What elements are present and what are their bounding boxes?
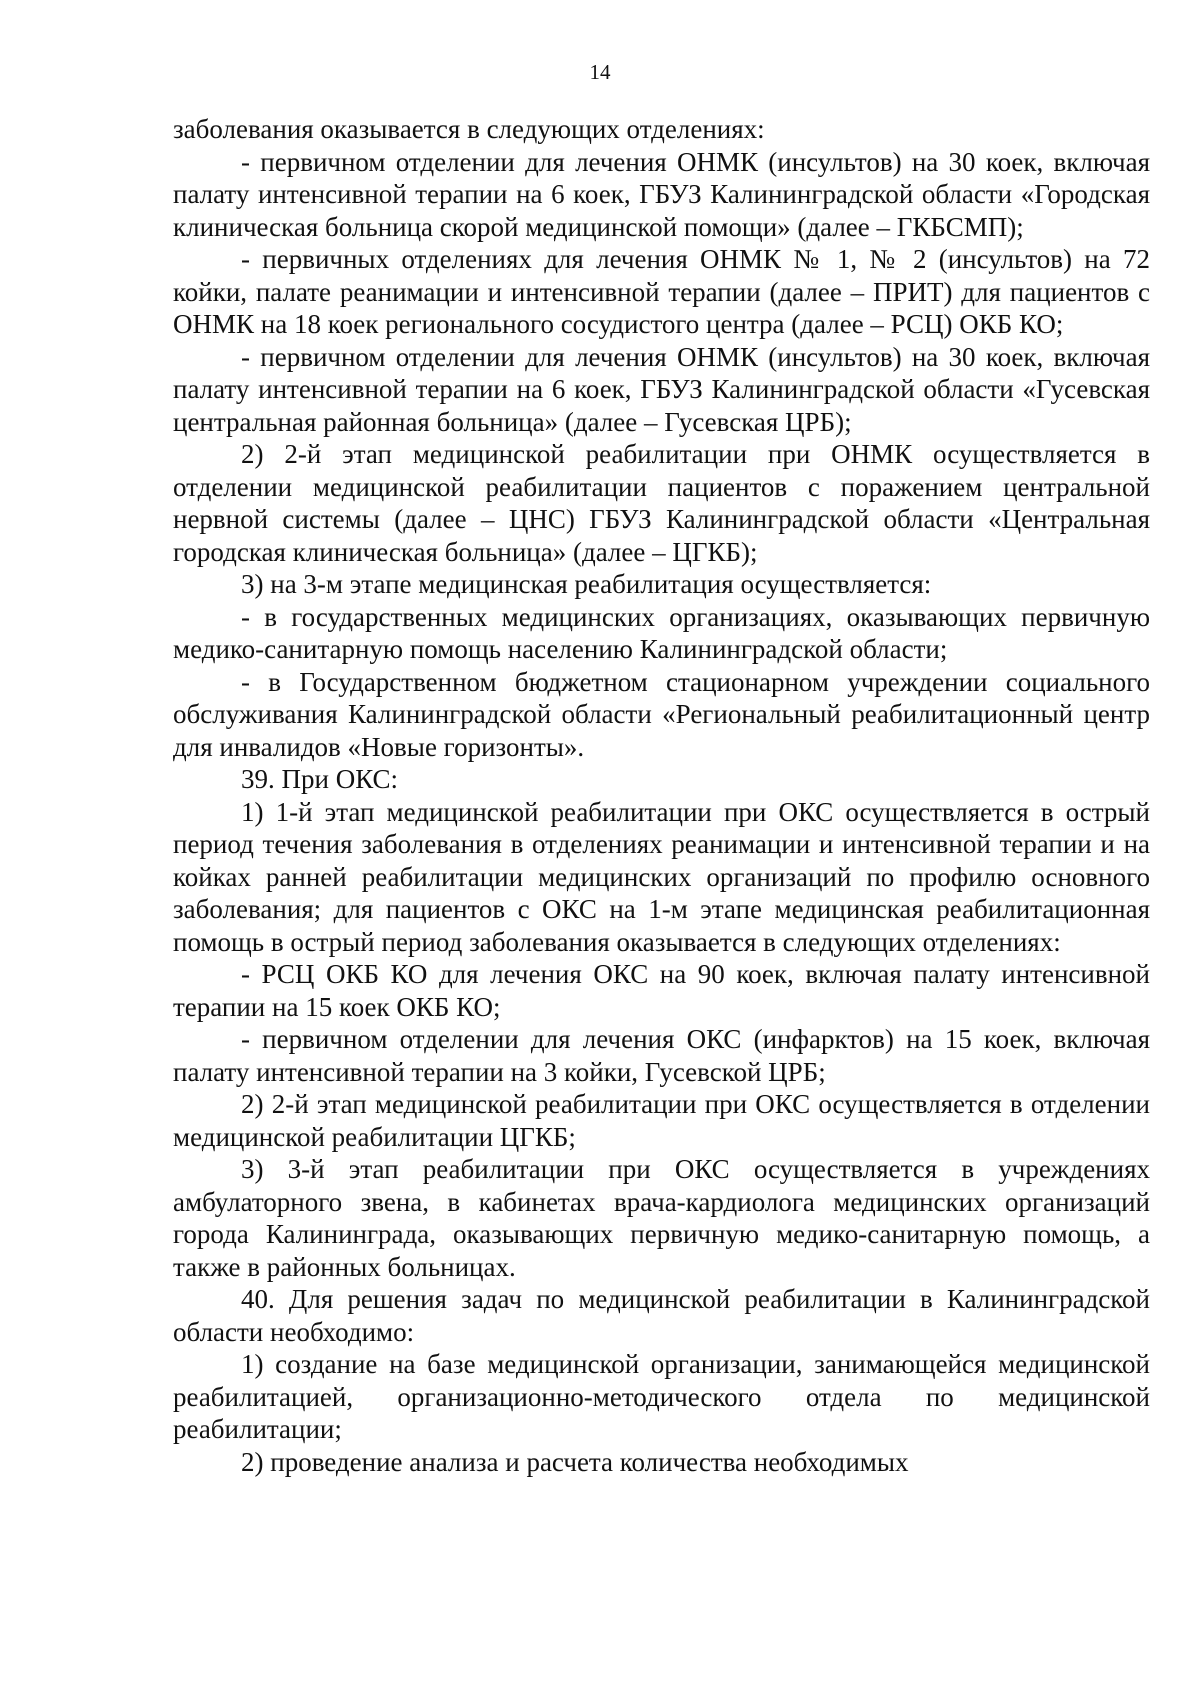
paragraph-oks-stage-1: 1) 1-й этап медицинской реабилитации при ОКС осуществляется в острый период течения заболевания в отделениях реанимации и интенсивной терапии и на койках ранней реабилитации медицинских организаций по профилю основного заболевания; для пациентов с ОКС на 1-м этапе медицинская реабилитационная помощь в острый период заболевания оказывается в следующих отделениях: [173,796,1150,957]
page-number: 14 [589,60,611,84]
paragraph-new-horizons: - в Государственном бюджетном стационарном учреждении социального обслуживания Калининградской области «Региональный реабилитационный центр для инвалидов «Новые горизонты». [173,666,1150,762]
paragraph-oks-stage-3: 3) 3-й этап реабилитации при ОКС осуществляется в учреждениях амбулаторного звена, в кабинетах врача-кардиолога медицинских организаций города Калининграда, оказывающих первичную медико-санитарную помощь, а также в районных больницах. [173,1154,1150,1282]
paragraph-oks-stage-2: 2) 2-й этап медицинской реабилитации при ОКС осуществляется в отделении медицинской реабилитации ЦГКБ; [173,1089,1150,1152]
paragraph-oks-gusev: - первичном отделении для лечения ОКС (инфарктов) на 15 коек, включая палату интенсивной терапии на 3 койки, Гусевской ЦРБ; [173,1024,1150,1087]
paragraph-gusev-crb: - первичном отделении для лечения ОНМК (инсультов) на 30 коек, включая палату интенсивной терапии на 6 коек, ГБУЗ Калининградской области «Гусевская центральная районная больница» (далее – Гусевская ЦРБ); [173,341,1150,437]
paragraph-continuation: заболевания оказывается в следующих отделениях: [173,114,765,144]
paragraph-onmk-stage-2: 2) 2-й этап медицинской реабилитации при ОНМК осуществляется в отделении медицинской реабилитации пациентов с поражением центральной нервной системы (далее – ЦНС) ГБУЗ Калининградской области «Центральная городская клиническая больница» (далее – ЦГКБ); [173,439,1150,567]
section-40-heading: 40. Для решения задач по медицинской реабилитации в Калининградской области необходимо: [173,1284,1150,1347]
paragraph-gkbsmp: - первичном отделении для лечения ОНМК (инсультов) на 30 коек, включая палату интенсивной терапии на 6 коек, ГБУЗ Калининградской области «Городская клиническая больница скорой медицинской помощи» (далее – ГКБСМП); [173,146,1150,242]
paragraph-rsc-okb: - первичных отделениях для лечения ОНМК № 1, № 2 (инсультов) на 72 койки, палате реанимации и интенсивной терапии (далее – ПРИТ) для пациентов с ОНМК на 18 коек регионального сосудистого центра (далее – РСЦ) ОКБ КО; [173,244,1150,339]
paragraph-methodological-department: 1) создание на базе медицинской организации, занимающейся медицинской реабилитацией, организационно-методического отдела по медицинской реабилитации; [173,1349,1150,1444]
section-39-heading: 39. При ОКС: [241,764,399,794]
paragraph-onmk-stage-3: 3) на 3-м этапе медицинская реабилитация осуществляется: [241,569,932,599]
paragraph-state-organizations: - в государственных медицинских организациях, оказывающих первичную медико-санитарную помощь населению Калининградской области; [173,601,1150,664]
document-body [173,113,1150,1478]
paragraph-rsc-oks: - РСЦ ОКБ КО для лечения ОКС на 90 коек, включая палату интенсивной терапии на 15 коек ОКБ КО; [173,959,1150,1022]
paragraph-analysis: 2) проведение анализа и расчета количества необходимых [241,1446,909,1477]
